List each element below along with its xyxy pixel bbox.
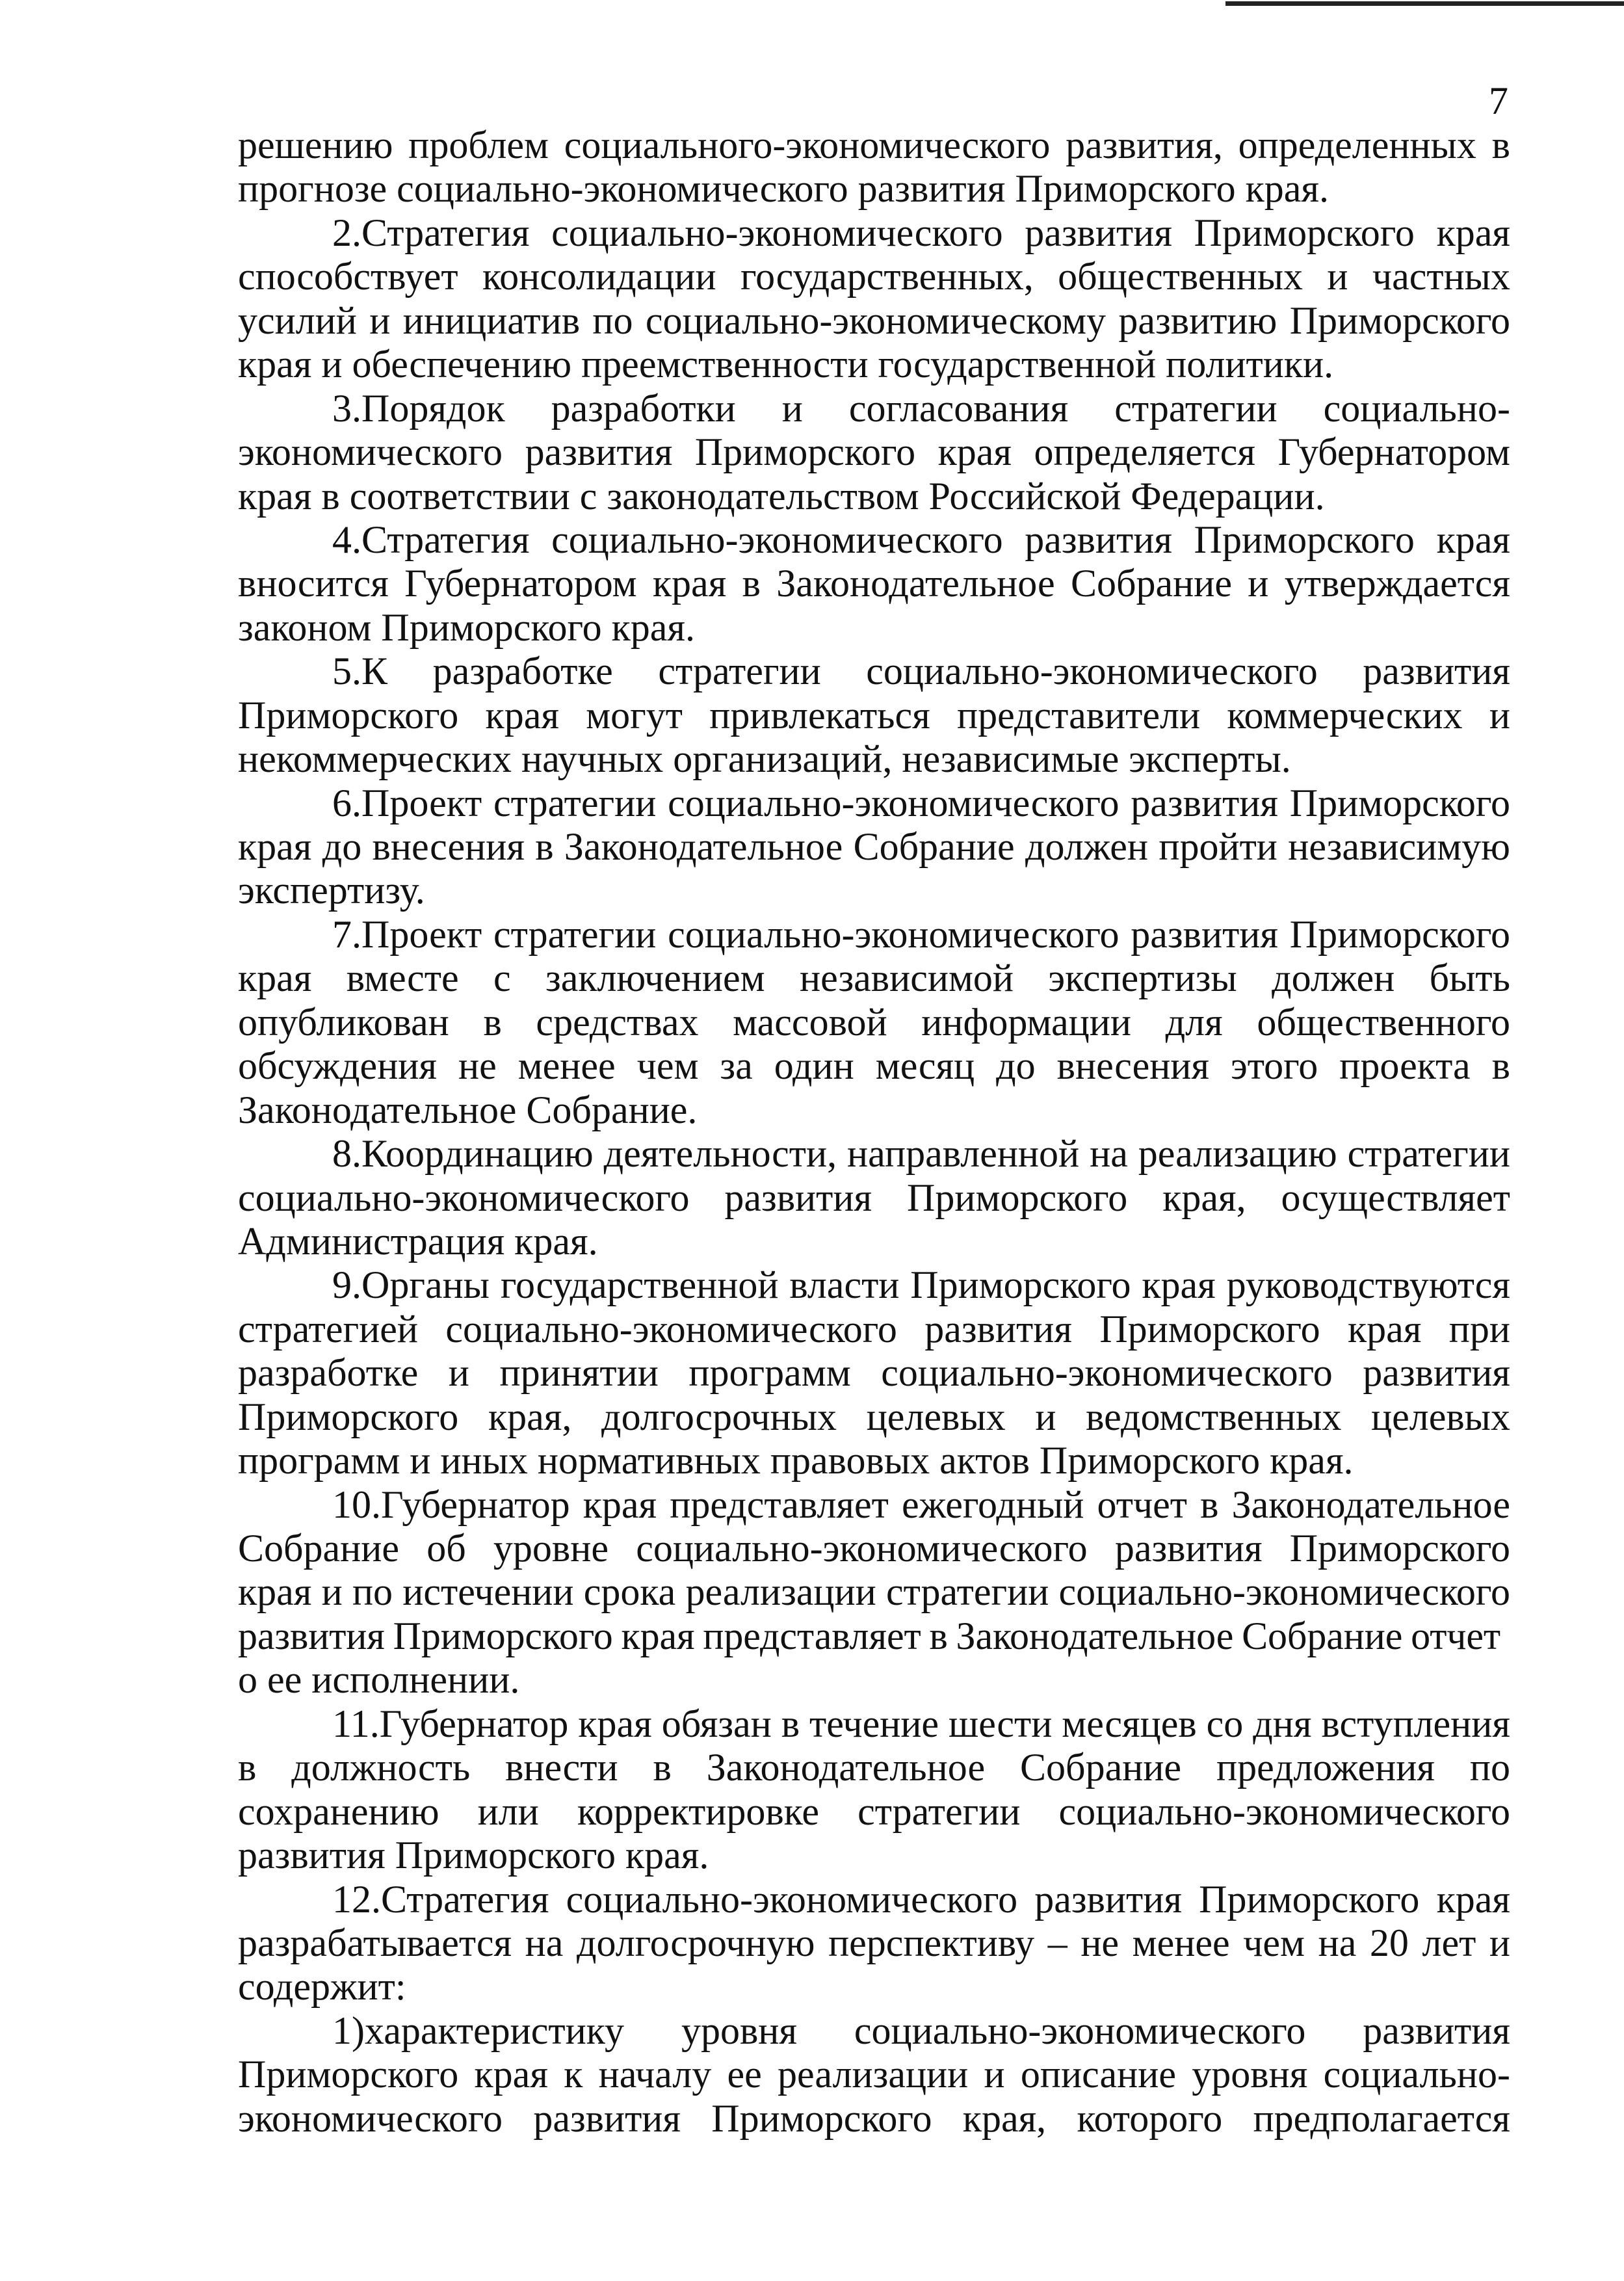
text-line-row	[238, 211, 1511, 255]
text-line-row	[238, 299, 1511, 343]
paragraph	[238, 2009, 1511, 2141]
text-line-row	[238, 956, 1511, 1000]
text-line-row	[238, 737, 1511, 781]
text-line-row	[238, 1834, 1511, 1877]
text-line: в должность внести в Законодательное Собрание предложения по	[238, 1746, 1510, 1789]
text-line: 11.Губернатор края обязан в течение шести месяцев со дня вступления	[332, 1702, 1510, 1745]
paragraph	[238, 124, 1511, 211]
text-line-row	[238, 1308, 1511, 1351]
paragraph	[238, 387, 1511, 518]
text-line-row	[238, 430, 1511, 474]
text-line-row	[238, 1702, 1511, 1746]
text-line-row	[238, 1351, 1511, 1395]
text-line: вносится Губернатором края в Законодательное Собрание и утверждается	[238, 562, 1510, 605]
text-line: экспертизу.	[238, 869, 425, 912]
text-line: 9.Органы государственной власти Приморского края руководствуются	[332, 1263, 1510, 1307]
text-line-row	[238, 2097, 1511, 2141]
text-line-row	[238, 1395, 1511, 1439]
paragraph	[238, 1132, 1511, 1263]
text-line: Приморского края, долгосрочных целевых и ведомственных целевых	[238, 1395, 1510, 1438]
text-line: некоммерческих научных организаций, независимые эксперты.	[238, 737, 1291, 781]
text-line-row	[238, 2053, 1511, 2096]
text-line-row	[238, 1527, 1511, 1570]
text-line-row	[238, 2009, 1511, 2053]
paragraph	[238, 1702, 1511, 1878]
text-line: Приморского края могут привлекаться представители коммерческих и	[238, 693, 1510, 737]
paragraph	[238, 913, 1511, 1132]
text-line-row	[238, 1220, 1511, 1263]
text-line-row	[238, 518, 1511, 562]
text-line: 10.Губернатор края представляет ежегодный отчет в Законодательное	[332, 1483, 1510, 1526]
text-line-row	[238, 1439, 1511, 1483]
text-line: 6.Проект стратегии социально-экономического развития Приморского	[332, 781, 1510, 824]
text-line: экономического развития Приморского края, которого предполагается	[238, 2096, 1510, 2140]
text-line: края в соответствии с законодательством Российской Федерации.	[238, 474, 1325, 518]
text-line: разработке и принятии программ социально-экономического развития	[238, 1351, 1510, 1395]
text-line: способствует консолидации государственных, общественных и частных	[238, 255, 1510, 298]
text-line-row	[238, 1746, 1511, 1789]
text-line: сохранению или корректировке стратегии социально-экономического	[238, 1789, 1510, 1833]
text-line-row	[238, 1658, 1511, 1702]
text-line: программ и иных нормативных правовых актов Приморского края.	[238, 1439, 1354, 1483]
text-line-row	[238, 1878, 1511, 1921]
text-line: стратегией социально-экономического развития Приморского края при	[238, 1307, 1510, 1351]
text-line-row	[238, 1483, 1511, 1527]
text-line-row	[238, 1570, 1511, 1614]
text-line-row	[238, 1921, 1511, 1965]
paragraph	[238, 782, 1511, 913]
text-line: развития Приморского края.	[238, 1834, 709, 1877]
text-line-row	[238, 1132, 1511, 1176]
text-line-row	[238, 1965, 1511, 2009]
text-line: экономического развития Приморского края определяется Губернатором	[238, 430, 1510, 474]
text-line: опубликован в средствах массовой информации для общественного	[238, 1000, 1510, 1044]
text-line-row	[238, 650, 1511, 693]
text-line: обсуждения не менее чем за один месяц до внесения этого проекта в	[238, 1044, 1510, 1088]
text-line-row	[238, 343, 1511, 386]
text-line-row	[238, 1790, 1511, 1834]
paragraph	[238, 1263, 1511, 1483]
text-line: 7.Проект стратегии социально-экономического развития Приморского	[332, 912, 1510, 956]
text-line-row	[238, 124, 1511, 167]
text-line-row	[238, 1615, 1511, 1658]
text-line-row	[238, 1176, 1511, 1220]
text-line: социально-экономического развития Приморского края, осуществляет	[238, 1176, 1510, 1219]
text-line-row	[238, 1263, 1511, 1307]
text-line-row	[238, 255, 1511, 298]
top-edge-rule	[1225, 1, 1624, 6]
text-line-row	[238, 694, 1511, 737]
text-line-row	[238, 475, 1511, 518]
paragraph	[238, 650, 1511, 781]
text-line-row	[238, 1044, 1511, 1088]
text-line: Законодательное Собрание.	[238, 1088, 698, 1131]
text-line-row	[238, 869, 1511, 912]
text-line: о ее исполнении.	[238, 1658, 520, 1702]
text-line: 2.Стратегия социально-экономического развития Приморского края	[332, 211, 1510, 254]
paragraph	[238, 1878, 1511, 2009]
text-line: края и обеспечению преемственности государственной политики.	[238, 343, 1334, 386]
text-line: края вместе с заключением независимой экспертизы должен быть	[238, 956, 1510, 1000]
document-body	[238, 124, 1511, 2141]
text-line: прогнозе социально-экономического развития Приморского края.	[238, 167, 1329, 211]
text-line-row	[238, 825, 1511, 869]
text-line: усилий и инициатив по социально-экономическому развитию Приморского	[238, 298, 1510, 342]
paragraph	[238, 211, 1511, 387]
text-line: Администрация края.	[238, 1219, 598, 1263]
page-number: 7	[1489, 79, 1508, 122]
text-line-row	[238, 1001, 1511, 1044]
text-line: решению проблем социального-экономического развития, определенных в	[238, 124, 1510, 166]
text-line-row	[238, 782, 1511, 825]
text-line: 8.Координацию деятельности, направленной на реализацию стратегии	[332, 1132, 1510, 1176]
text-line: законом Приморского края.	[238, 605, 696, 649]
text-line: 3.Порядок разработки и согласования стратегии социально-	[332, 386, 1510, 430]
text-line-row	[238, 913, 1511, 956]
paragraph	[238, 1483, 1511, 1702]
text-line: 1)характеристику уровня социально-экономического развития	[332, 2009, 1510, 2052]
text-line: края и по истечении срока реализации стратегии социально-экономического	[238, 1570, 1510, 1614]
text-line: развития Приморского края представляет в Законодательное Собрание отчет	[238, 1614, 1500, 1657]
text-line-row	[238, 562, 1511, 605]
text-line: 4.Стратегия социально-экономического развития Приморского края	[332, 518, 1510, 561]
text-line: разрабатывается на долгосрочную перспективу – не менее чем на 20 лет и	[238, 1921, 1510, 1964]
text-line: Приморского края к началу ее реализации и описание уровня социально-	[238, 2053, 1510, 2096]
text-line-row	[238, 167, 1511, 211]
text-line-row	[238, 606, 1511, 650]
text-line-row	[238, 1088, 1511, 1132]
text-line: Собрание об уровне социально-экономического развития Приморского	[238, 1527, 1510, 1570]
text-line: 12.Стратегия социально-экономического развития Приморского края	[332, 1877, 1510, 1921]
paragraph	[238, 518, 1511, 650]
text-line-row	[238, 387, 1511, 430]
text-line: 5.К разработке стратегии социально-экономического развития	[332, 650, 1510, 693]
text-line: края до внесения в Законодательное Собрание должен пройти независимую	[238, 825, 1510, 868]
text-line: содержит:	[238, 1965, 406, 2009]
